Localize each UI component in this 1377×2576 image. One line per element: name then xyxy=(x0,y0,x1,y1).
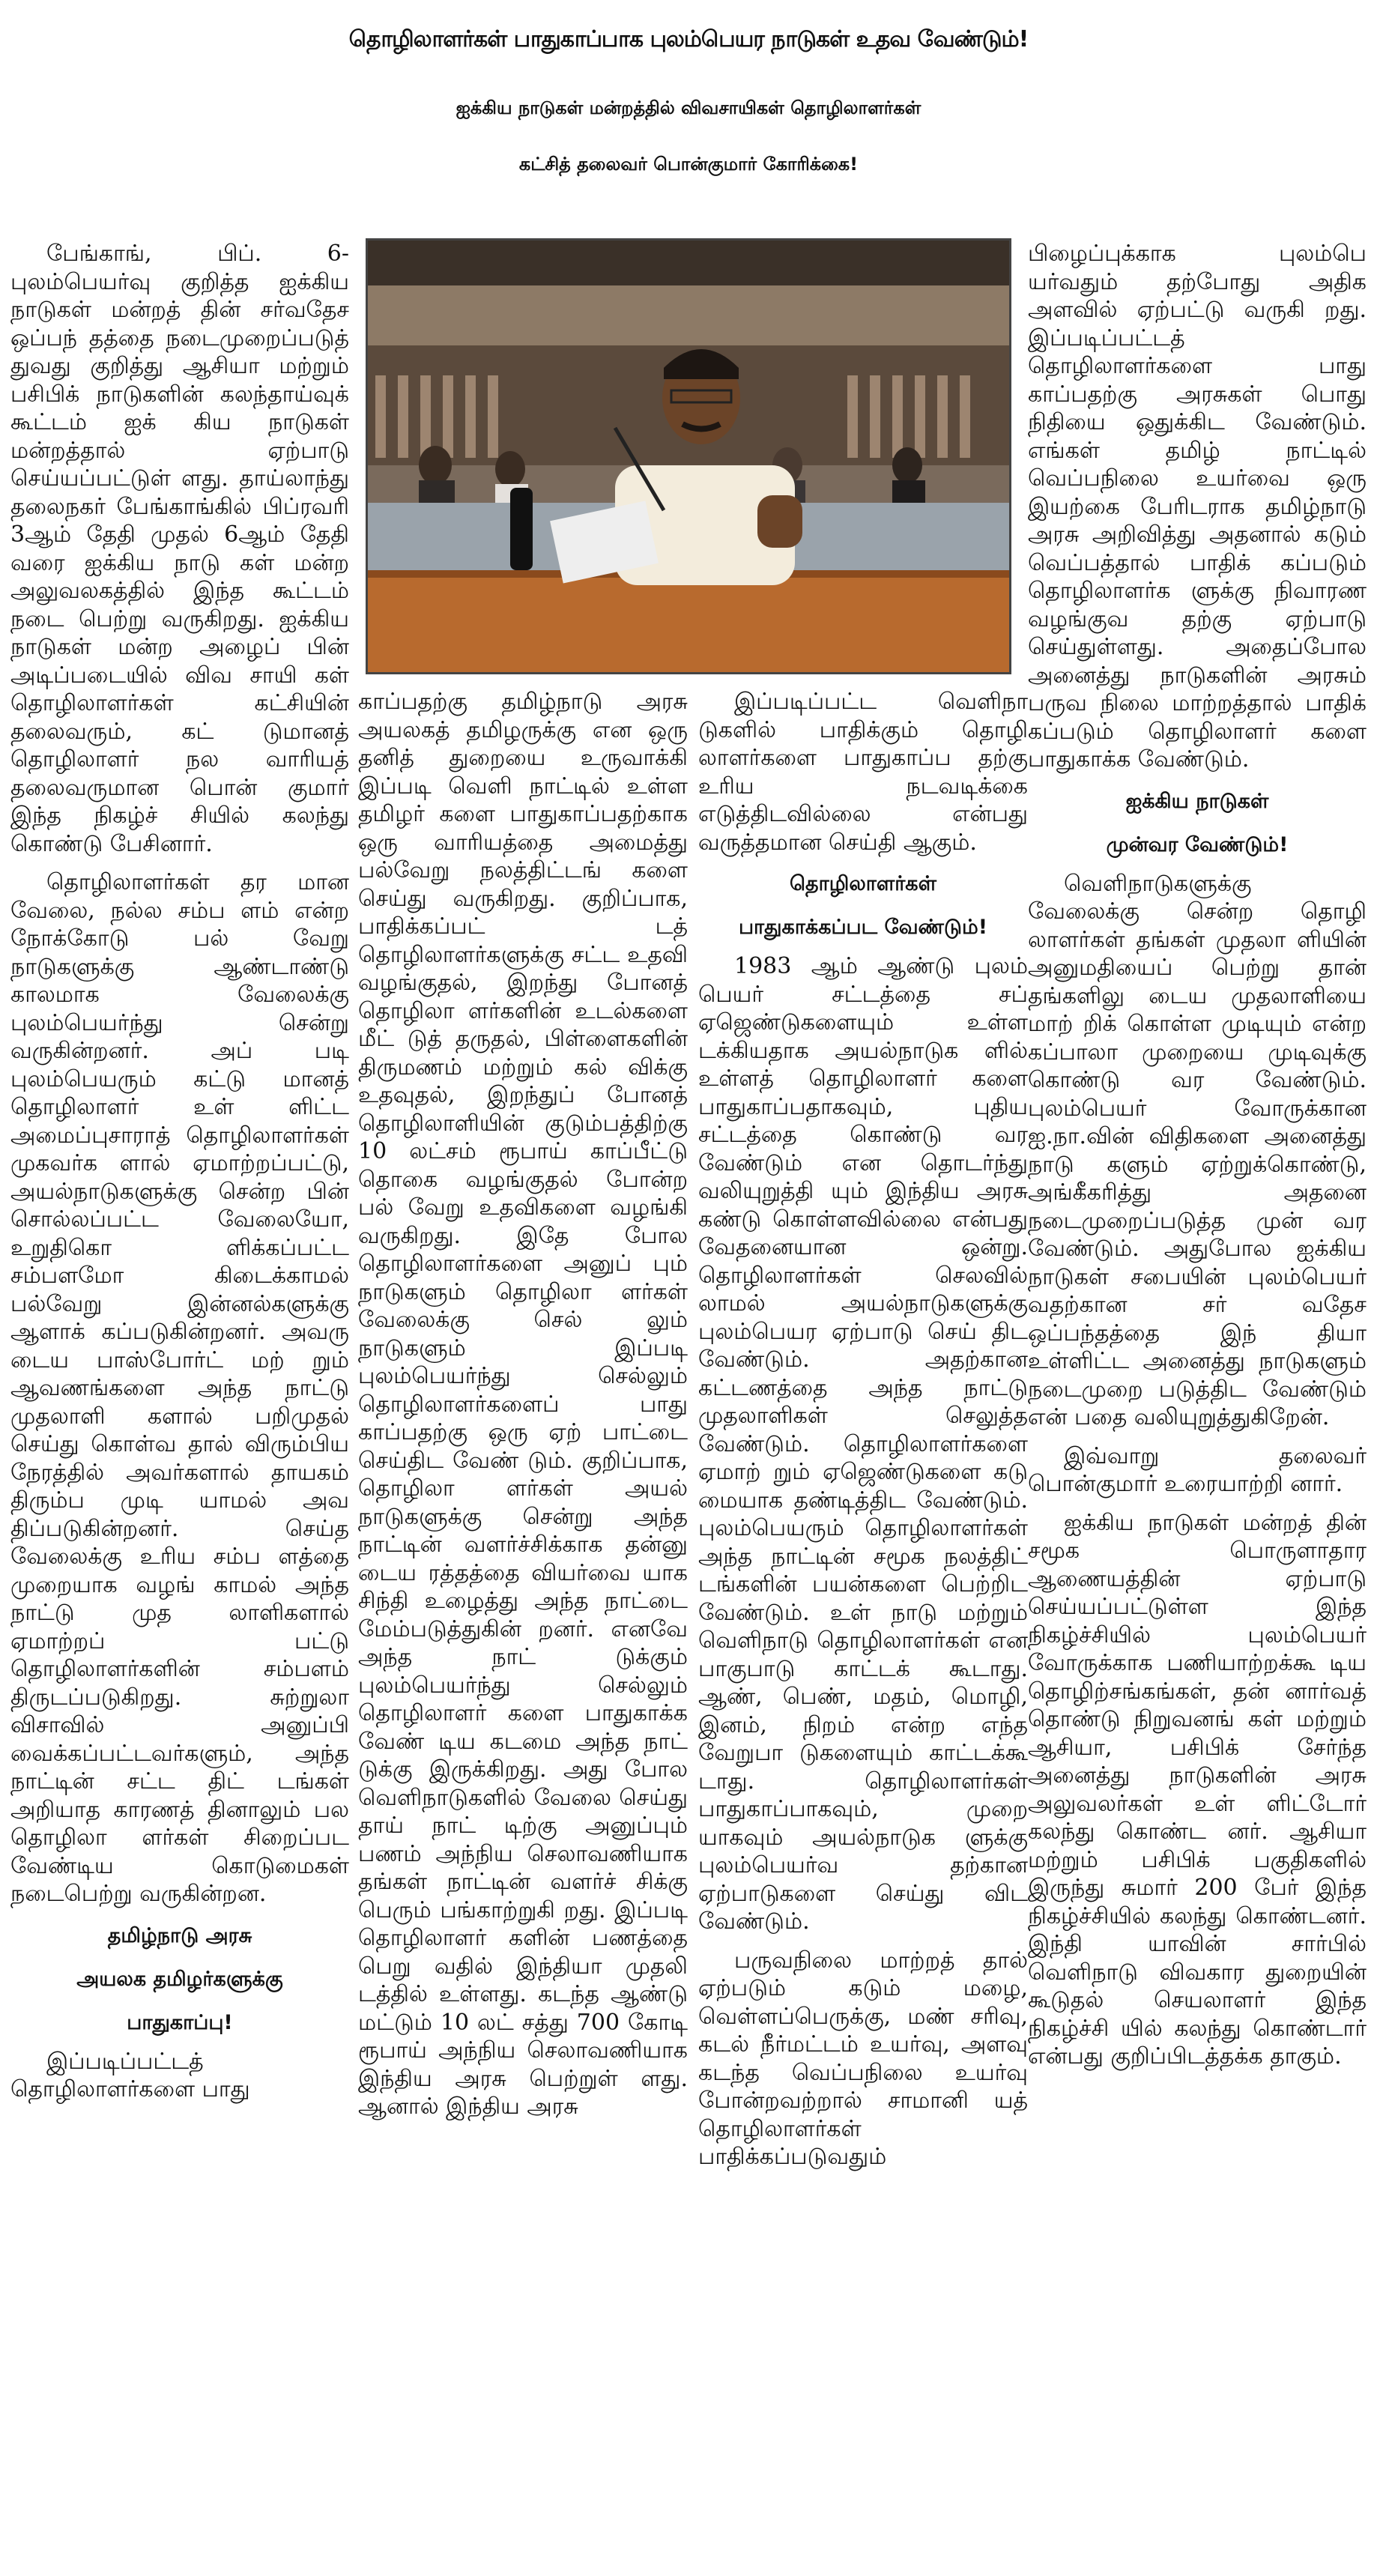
headline: தொழிலாளர்கள் பாதுகாப்பாக புலம்பெயர நாடுகள் உதவ வேண்டும்! xyxy=(348,25,1029,52)
column-2 xyxy=(358,688,688,2570)
col1-subheading-1: தமிழ்நாடு அரசு xyxy=(107,1923,252,1947)
col2-paragraph-1: காப்பதற்கு தமிழ்நாடு அரசு அயலகத் தமிழருக்கு என ஒரு தனித் துறையை உருவாக்கி இப்படி வெளி நாட்டில் உள்ள தமிழர் களை பாதுகாப்பதற்காக ஒரு வாரியத்தை அமைத்து பல்வேறு நலத்திட்டங் களை செய்து வருகிறது. குறிப்பாக, பாதிக்கப்பட் டத் தொழிலாளர்களுக்கு சட்ட உதவி வழங்குதல், இறந்து போனத் தொழிலா ளர்களின் உடல்களை மீட் டுத் தருதல், பிள்ளைகளின் திருமணம் மற்றும் கல் விக்கு உதவுதல், இறந்துப் போனத் தொழிலாளியின் குடும்பத்திற்கு 10 லட்சம் ரூபாய் காப்பீட்டு தொகை வழங்குதல் போன்ற பல் வேறு உதவிகளை வழங்கி வருகிறது. இதே போல தொழிலாளர்களை அனுப் பும் நாடுகளும் தொழிலா ளர்கள் வேலைக்கு செல் லும் நாடுகளும் இப்படி புலம்பெயர்ந்து செல்லும் தொழிலாளர்களைப் பாது காப்பதற்கு ஒரு ஏற் பாட்டை செய்திட வேண் டும். குறிப்பாக, தொழிலா ளர்கள் அயல் நாடுகளுக்கு சென்று அந்த நாட்டின் வளர்ச்சிக்காக தன்னு டைய ரத்தத்தை வியர்வை யாக சிந்தி உழைத்து அந்த நாட்டை மேம்படுத்துகின் றனர். எனவே அந்த நாட் டுக்கும் புலம்பெயர்ந்து செல்லும் தொழிலாளர் களை பாதுகாக்க வேண் டிய கடமை அந்த நாட் டுக்கு இருக்கிறது. அது போல வெளிநாடுகளில் வேலை செய்து தாய் நாட் டிற்கு அனுப்பும் பணம் அந்நிய செலாவணியாக தங்கள் நாட்டின் வளர்ச் சிக்கு பெரும் பங்காற்றுகி றது. இப்படி தொழிலாளர் களின் பணத்தை பெறு வதில் இந்தியா முதலி டத்தில் உள்ளது. கடந்த ஆண்டு மட்டும் 10 லட் சத்து 700 கோடி ரூபாய் அந்நிய செலாவணியாக இந்திய அரசு பெற்றுள் ளது. ஆனால் இந்திய அரசு xyxy=(358,689,688,2120)
col3-paragraph-1: இப்படிப்பட்ட வெளிநா டுகளில் பாதிக்கும் தொழி லாளர்களை பாதுகாப்ப தற்கு உரிய நடவடிக்கை எடுத்திடவில்லை என்பது வருத்தமான செய்தி ஆகும். xyxy=(698,689,1028,856)
col1-subheading-3: பாதுகாப்பு! xyxy=(127,2010,233,2034)
col1-paragraph-3: இப்படிப்பட்டத் தொழிலாளர்களை பாது xyxy=(10,2048,250,2102)
col1-paragraph-2: தொழிலாளர்கள் தர மான வேலை, நல்ல சம்ப ளம் என்ற நோக்கோடு பல் வேறு நாடுகளுக்கு ஆண்டாண்டு காலமாக வேலைக்கு புலம்பெயர்ந்து சென்று வருகின்றனர். அப் படி புலம்பெயரும் கட்டு மானத் தொழிலாளர் உள் ளிட்ட அமைப்புசாராத் தொழிலாளர்கள் முகவர்க ளால் ஏமாற்றப்பட்டு, அயல்நாடுகளுக்கு சென்ற பின் சொல்லப்பட்ட வேலையோ, உறுதிகொ ளிக்கப்பட்ட சம்பளமோ கிடைக்காமல் பல்வேறு இன்னல்களுக்கு ஆளாக் கப்படுகின்றனர். அவரு டைய பாஸ்போர்ட் மற் றும் ஆவணங்களை அந்த நாட்டு முதலாளி களால் பறிமுதல் செய்து கொள்வ தால் விரும்பிய நேரத்தில் அவர்களால் தாயகம் திரும்ப முடி யாமல் அவ திப்படுகின்றனர். செய்த வேலைக்கு உரிய சம்ப ளத்தை முறையாக வழங் காமல் அந்த நாட்டு முத லாளிகளால் ஏமாற்றப் பட்டு தொழிலாளர்களின் சம்பளம் திருடப்படுகிறது. சுற்றுலா விசாவில் அனுப்பி வைக்கப்பட்டவர்களும், அந்த நாட்டின் சட்ட திட் டங்கள் அறியாத காரணத் தினாலும் பல தொழிலா ளர்கள் சிறைப்பட வேண்டிய கொடுமைகள் நடைபெற்று வருகின்றன. xyxy=(10,869,349,1907)
col4-paragraph-2: வெளிநாடுகளுக்கு வேலைக்கு சென்ற தொழி லாளர்கள் தங்கள் முதலா ளியின் அனுமதியைப் பெற்று தான் தங்களிலு டைய முதலாளியை மாற் றிக் கொள்ள முடியும் என்ற கப்பாலா முறையை முடிவுக்கு கொண்டு வர வேண்டும். புலம்பெயர் வோருக்கான ஐ.நா.வின் விதிகளை அனைத்து நாடு களும் ஏற்றுக்கொண்டு, அங்கீகரித்து அதனை நடைமுறைப்படுத்த முன் வர வேண்டும். அதுபோல ஐக்கிய நாடுகள் சபையின் புலம்பெயர் வதற்கான சர் வதேச ஒப்பந்தத்தை இந் தியா உள்ளிட்ட அனைத்து நாடுகளும் நடைமுறை படுத்திட வேண்டும் என் பதை வலியுறுத்துகிறேன். xyxy=(1028,870,1367,1430)
col3-subheading-2: பாதுகாக்கப்பட வேண்டும்! xyxy=(738,916,988,939)
subheadline-line1: ஐக்கிய நாடுகள் மன்றத்தில் விவசாயிகள் தொழிலாளர்கள் xyxy=(456,97,921,118)
col1-subheading-2: அயலக தமிழர்களுக்கு xyxy=(76,1967,283,1991)
col4-subheading-1: ஐக்கிய நாடுகள் xyxy=(1125,789,1269,813)
col4-paragraph-4: ஐக்கிய நாடுகள் மன்றத் தின் சமூக பொருளாதார ஆணையத்தின் ஏற்பாடு செய்யப்பட்டுள்ள இந்த நிகழ்ச்சியில் புலம்பெயர் வோருக்காக பணியாற்றக்கூ டிய தொழிற்சங்கங்கள், தன் னார்வத் தொண்டு நிறுவனங் கள் மற்றும் ஆசியா, பசிபிக் சேர்ந்த அனைத்து நாடுகளின் அரசு அலுவலர்கள் உள் ளிட்டோர் கலந்து கொண்ட னர். ஆசியா மற்றும் பசிபிக் பகுதிகளில் இருந்து சுமார் 200 பேர் இந்த நிகழ்ச்சியில் கலந்து கொண்டனர். இந்தி யாவின் சார்பில் வெளிநாடு விவகார துறையின் கூடுதல் செயலாளர் இந்த நிகழ்ச்சி யில் கலந்து கொண்டார் என்பது குறிப்பிடத்தக்க தாகும். xyxy=(1028,1509,1367,2069)
column-3 xyxy=(698,688,1028,2570)
col4-paragraph-3: இவ்வாறு தலைவர் பொன்குமார் உரையாற்றி னார். xyxy=(1028,1442,1367,1497)
column-4 xyxy=(1028,240,1367,2570)
col3-paragraph-3: பருவநிலை மாற்றத் தால் ஏற்படும் கடும் மழை, வெள்ளப்பெருக்கு, மண் சரிவு, கடல் நீர்மட்டம் உயர்வு, அளவு கடந்த வெப்பநிலை உயர்வு போன்றவற்றால் சாமானி யத் தொழிலாளர்கள் பாதிக்கப்படுவதும் xyxy=(698,1947,1028,2170)
subheadline-line2: கட்சித் தலைவர் பொன்குமார் கோரிக்கை! xyxy=(518,154,859,175)
col3-subheading-1: தொழிலாளர்கள் xyxy=(790,872,936,895)
column-1 xyxy=(10,240,349,2570)
news-photo xyxy=(366,238,1011,674)
col4-paragraph-1: பிழைப்புக்காக புலம்பெ யர்வதும் தற்போது அதிக அளவில் ஏற்பட்டு வருகி றது. இப்படிப்பட்டத் தொழிலாளர்களை பாது காப்பதற்கு அரசுகள் பொது நிதியை ஒதுக்கிட வேண்டும். எங்கள் தமிழ் நாட்டில் வெப்பநிலை உயர்வை ஒரு இயற்கை பேரிடராக தமிழ்நாடு அரசு அறிவித்து அதனால் கடும் வெப்பத்தால் பாதிக் கப்படும் தொழிலாளர்க ளுக்கு நிவாரண வழங்குவ தற்கு ஏற்பாடு செய்துள்ளது. அதைப்போல அனைத்து நாடுகளின் அரசும் பருவ நிலை மாற்றத்தால் பாதிக் கப்படும் தொழிலாளர் களை பாதுகாக்க வேண்டும். xyxy=(1028,241,1367,773)
col3-paragraph-2: 1983 ஆம் ஆண்டு புலம் பெயர் சட்டத்தை சப் ஏஜெண்டுகளையும் உள்ள டக்கியதாக அயல்நாடுக ளில் உள்ளத் தொழிலாளர் களை பாதுகாப்பதாகவும், புதிய சட்டத்தை கொண்டு வர வேண்டும் என தொடர்ந்து வலியுறுத்தி யும் இந்திய அரசு கண்டு கொள்ளவில்லை என்பது வேதனையான ஒன்று. தொழிலாளர்கள் செலவில் லாமல் அயல்நாடுகளுக்கு புலம்பெயர ஏற்பாடு செய் திட வேண்டும். அதற்கான கட்டணத்தை அந்த நாட்டு முதலாளிகள் செலுத்த வேண்டும். தொழிலாளர்களை ஏமாற் றும் ஏஜெண்டுகளை கடு மையாக தண்டித்திட வேண்டும். புலம்பெயரும் தொழிலாளர்கள் அந்த நாட்டின் சமூக நலத்திட் டங்களின் பயன்களை பெற்றிட வேண்டும். உள் நாடு மற்றும் வெளிநாடு தொழிலாளர்கள் என பாகுபாடு காட்டக் கூடாது. ஆண், பெண், மதம், மொழி, இனம், நிறம் என்ற எந்த வேறுபா டுகளையும் காட்டக்கூ டாது. தொழிலாளர்கள் பாதுகாப்பாகவும், முறை யாகவும் அயல்நாடுக ளுக்கு புலம்பெயர்வ தற்கான ஏற்பாடுகளை செய்து விட வேண்டும். xyxy=(698,953,1028,1935)
col4-subheading-2: முன்வர வேண்டும்! xyxy=(1106,832,1289,856)
col1-paragraph-1: பேங்காங், பிப். 6- புலம்பெயர்வு குறித்த ஐக்கிய நாடுகள் மன்றத் தின் சர்வதேச ஒப்பந் தத்தை நடைமுறைப்படுத் துவது குறித்து ஆசியா மற்றும் பசிபிக் நாடுகளின் கலந்தாய்வுக் கூட்டம் ஐக் கிய நாடுகள் மன்றத்தால் ஏற்பாடு செய்யப்பட்டுள் ளது. தாய்லாந்து தலைநகர் பேங்காங்கில் பிப்ரவரி 3ஆம் தேதி முதல் 6ஆம் தேதி வரை ஐக்கிய நாடு கள் மன்ற அலுவலகத்தில் இந்த கூட்டம் நடை பெற்று வருகிறது. ஐக்கிய நாடுகள் மன்ற அழைப் பின் அடிப்படையில் விவ சாயி கள் தொழிலாளர்கள் கட்சியின் தலைவரும், கட் டுமானத் தொழிலாளர் நல வாரியத் தலைவருமான பொன் குமார் இந்த நிகழ்ச் சியில் கலந்து கொண்டு பேசினார். xyxy=(10,241,349,857)
